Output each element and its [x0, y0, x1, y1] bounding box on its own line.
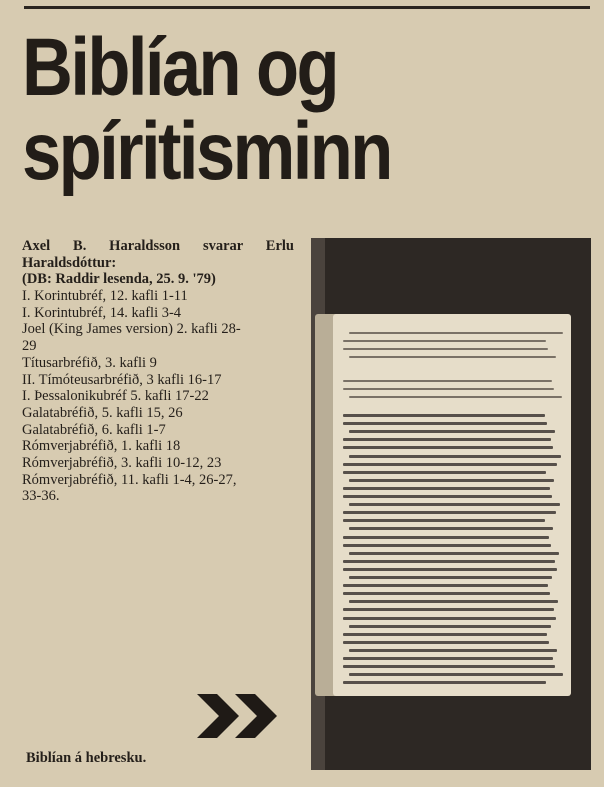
hebrew-text-line	[349, 625, 551, 628]
reference-item: I. Korintubréf, 12. kafli 1-11	[22, 288, 188, 304]
hebrew-text-line	[343, 608, 554, 611]
hebrew-text-line	[343, 446, 553, 449]
hebrew-text-line	[343, 568, 557, 571]
photo-hebrew-bible	[311, 238, 591, 770]
reference-item: Rómverjabréfið, 3. kafli 10-12, 23	[22, 455, 222, 472]
hebrew-text-line	[343, 519, 545, 522]
lead-line: Axel B. Haraldsson svarar Erlu	[22, 238, 294, 254]
double-chevron-right-icon	[195, 692, 285, 740]
hebrew-text-line	[343, 633, 547, 636]
hebrew-text-line	[343, 348, 548, 350]
hebrew-text-line	[343, 463, 557, 466]
hebrew-text-line	[343, 544, 551, 547]
reference-item: I. Korintubréf, 14. kafli 3-4	[22, 304, 182, 321]
hebrew-text-line	[349, 552, 559, 555]
photo-caption: Biblían á hebresku.	[26, 750, 147, 766]
hebrew-text-line	[343, 380, 552, 382]
hebrew-text-line	[349, 649, 557, 652]
headline-line-2: spíritisminn	[22, 106, 391, 197]
hebrew-text-line	[343, 592, 550, 595]
lead-source: (DB: Raddir lesenda, 25. 9. '79)	[22, 271, 216, 288]
headline	[22, 22, 391, 197]
reference-item: II. Tímóteusarbréfið, 3 kafli 16-17	[22, 371, 222, 388]
hebrew-text-line	[349, 396, 562, 398]
hebrew-text-line	[343, 681, 546, 684]
reference-item: Galatabréfið, 6. kafli 1-7	[22, 421, 166, 438]
hebrew-text-line	[343, 414, 545, 417]
book-page	[333, 314, 571, 696]
hebrew-text-line	[343, 536, 549, 539]
hebrew-text-line	[349, 479, 554, 482]
hebrew-text-line	[349, 673, 563, 676]
reference-item: Rómverjabréfið, 1. kafli 18	[22, 438, 181, 455]
reference-item: Galatabréfið, 5. kafli 15, 26	[22, 404, 183, 421]
reference-item: Títusarbréfið, 3. kafli 9	[22, 354, 157, 371]
hebrew-text-line	[349, 332, 563, 334]
hebrew-text-line	[343, 487, 550, 490]
hebrew-text-line	[349, 356, 556, 358]
hebrew-text-line	[343, 422, 547, 425]
hebrew-text-line	[343, 511, 556, 514]
hebrew-text-line	[349, 576, 552, 579]
headline-line-1: Biblían og	[22, 22, 338, 113]
hebrew-text-line	[349, 527, 553, 530]
reference-item: Rómverjabréfið, 11. kafli 1-4, 26-27,	[22, 471, 237, 488]
hebrew-text-line	[343, 665, 555, 668]
reference-list	[22, 288, 302, 505]
reference-item: I. Þessalonikubréf 5. kafli 17-22	[22, 388, 209, 405]
lead-paragraph	[22, 238, 294, 288]
reference-item: 33-36.	[22, 488, 60, 505]
hebrew-text-line	[343, 388, 554, 390]
hebrew-text-line	[343, 560, 555, 563]
hebrew-text-line	[343, 641, 549, 644]
hebrew-text-line	[343, 495, 552, 498]
hebrew-text-line	[343, 471, 546, 474]
lead-line: Haraldsdóttur:	[22, 254, 117, 271]
hebrew-text-line	[343, 584, 548, 587]
reference-item: 29	[22, 338, 37, 355]
hebrew-text-line	[349, 503, 560, 506]
top-rule	[24, 6, 590, 9]
hebrew-text-line	[349, 430, 555, 433]
hebrew-text-line	[343, 340, 546, 342]
hebrew-text-line	[343, 617, 556, 620]
hebrew-text-line	[343, 657, 553, 660]
hebrew-text-line	[343, 438, 551, 441]
hebrew-text-line	[349, 455, 561, 458]
reference-item: Joel (King James version) 2. kafli 28-	[22, 321, 241, 338]
hebrew-text-line	[349, 600, 558, 603]
